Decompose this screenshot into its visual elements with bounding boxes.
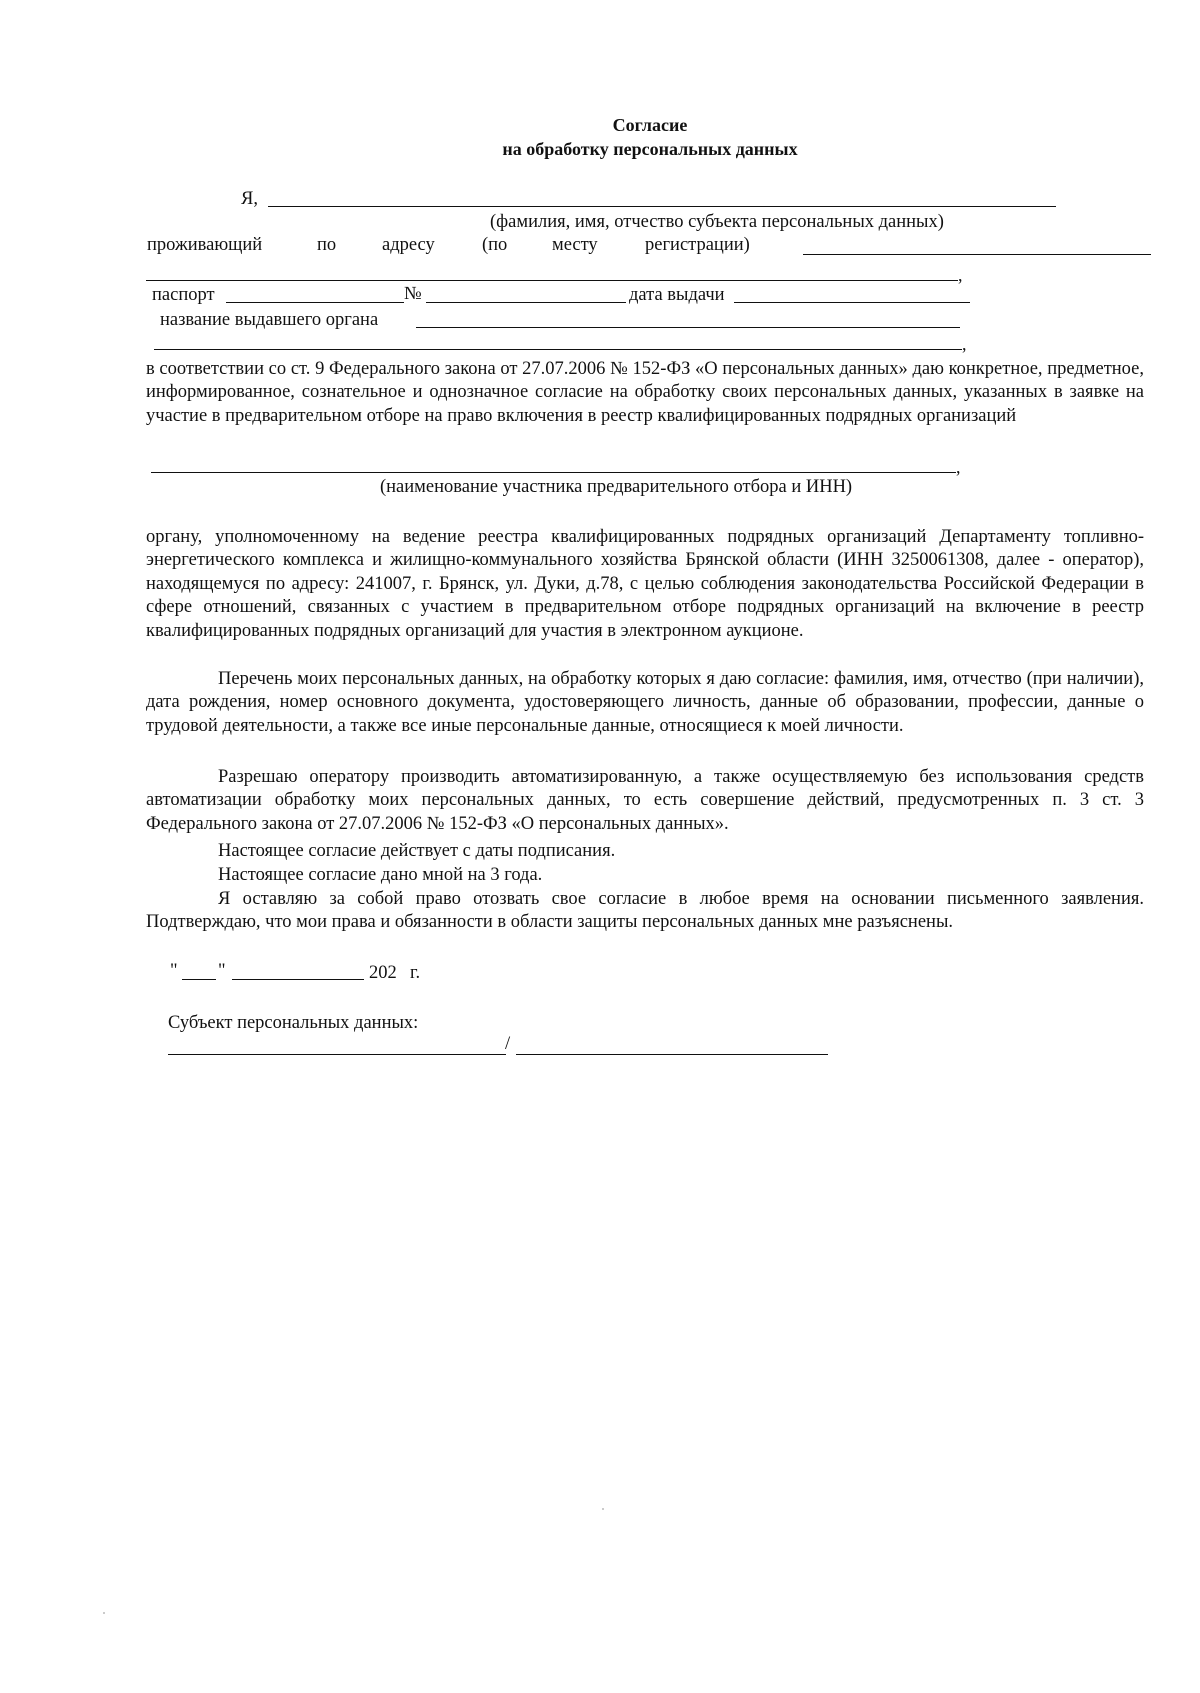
passport-number-line[interactable]	[426, 302, 626, 303]
ya-label: Я,	[241, 189, 258, 209]
document-subtitle: на обработку персональных данных	[502, 139, 798, 159]
participant-line[interactable]	[151, 472, 956, 473]
signature-separator: /	[505, 1034, 511, 1054]
validity-paragraph	[146, 840, 1144, 863]
address-word-4: (по	[482, 235, 508, 255]
issuer-line-1[interactable]	[416, 327, 960, 328]
participant-comma: ,	[956, 457, 961, 477]
passport-label: паспорт	[152, 285, 215, 305]
fio-caption: (фамилия, имя, отчество субъекта персональных данных)	[490, 212, 944, 232]
address-word-5: месту	[552, 235, 598, 255]
document-title: Согласие	[612, 115, 688, 135]
passport-number-label: №	[404, 284, 422, 304]
date-year-suffix: г.	[410, 963, 421, 983]
signature-label: Субъект персональных данных:	[168, 1013, 419, 1033]
operator-paragraph-text: органу, уполномоченному на ведение реестра квалифицированных подрядных организаций Департаменту топливно-энергетического комплекса и жилищно-коммунального хозяйства Брянской области (ИНН 3250061308, далее - оператор), находящемуся по адресу: 241007, г. Брянск, ул. Дуки, д.78, с целью соблюдения законодательства Российской Федерации в сфере отношений, связанных с участием в предварительном отборе подрядных организаций на включение в реестр квалифицированных подрядных организаций для участия в электронном аукционе.	[146, 527, 1144, 641]
participant-caption: (наименование участника предварительного отбора и ИНН)	[380, 477, 853, 497]
signature-line[interactable]	[168, 1054, 506, 1055]
revocation-paragraph-text: Я оставляю за собой право отозвать свое согласие в любое время на основании письменного заявления. Подтверждаю, что мои права и обязанности в области защиты персональных данных мне разъяснены.	[146, 889, 1144, 933]
revocation-paragraph	[146, 888, 1144, 935]
address-field-line-1[interactable]	[803, 254, 1151, 255]
issuer-label: название выдавшего органа	[160, 310, 379, 330]
processing-paragraph	[146, 766, 1144, 836]
address-word-1: проживающий	[147, 235, 263, 255]
scan-speck	[602, 1508, 604, 1510]
consent-paragraph-1	[146, 358, 1144, 428]
data-list-paragraph	[146, 668, 1144, 738]
processing-paragraph-text: Разрешаю оператору производить автоматизированную, а также осуществляемую без использования средств автоматизации обработку моих персональных данных, то есть совершение действий, предусмотренных п. 3 ст. 3 Федерального закона от 27.07.2006 № 152-ФЗ «О персональных данных».	[146, 767, 1144, 834]
fio-field-line[interactable]	[268, 206, 1056, 207]
consent-paragraph-1-text: в соответствии со ст. 9 Федерального закона от 27.07.2006 № 152-ФЗ «О персональных данных» даю конкретное, предметное, информированное, сознательное и однозначное согласие на обработку своих персональных данных, указанных в заявке на участие в предварительном отборе на право включения в реестр квалифицированных подрядных организаций	[146, 359, 1144, 426]
issue-date-line[interactable]	[734, 302, 970, 303]
term-paragraph	[146, 864, 1144, 887]
data-list-paragraph-text: Перечень моих персональных данных, на обработку которых я даю согласие: фамилия, имя, отчество (при наличии), дата рождения, номер основного документа, удостоверяющего личность, данные об образовании, профессии, данные о трудовой деятельности, а также все иные персональные данные, относящиеся к моей личности.	[146, 669, 1144, 736]
address-word-2: по	[317, 235, 337, 255]
date-year: 202	[369, 963, 397, 983]
date-month-line[interactable]	[232, 979, 364, 980]
scan-speck	[103, 1612, 105, 1614]
signature-name-line[interactable]	[516, 1054, 828, 1055]
issuer-comma: ,	[962, 334, 967, 354]
validity-paragraph-text: Настоящее согласие действует с даты подписания.	[218, 841, 616, 861]
address-word-3: адресу	[382, 235, 435, 255]
term-paragraph-text: Настоящее согласие дано мной на 3 года.	[218, 865, 543, 885]
issuer-line-2[interactable]	[154, 349, 962, 350]
issue-date-label: дата выдачи	[629, 285, 725, 305]
address-comma: ,	[958, 265, 963, 285]
address-field-line-2[interactable]	[146, 280, 958, 281]
passport-series-line[interactable]	[226, 302, 404, 303]
date-day-line[interactable]	[182, 979, 216, 980]
address-word-6: регистрации)	[645, 235, 750, 255]
operator-paragraph	[146, 526, 1144, 643]
date-quote-close: "	[218, 961, 226, 981]
date-quote-open: "	[170, 961, 178, 981]
